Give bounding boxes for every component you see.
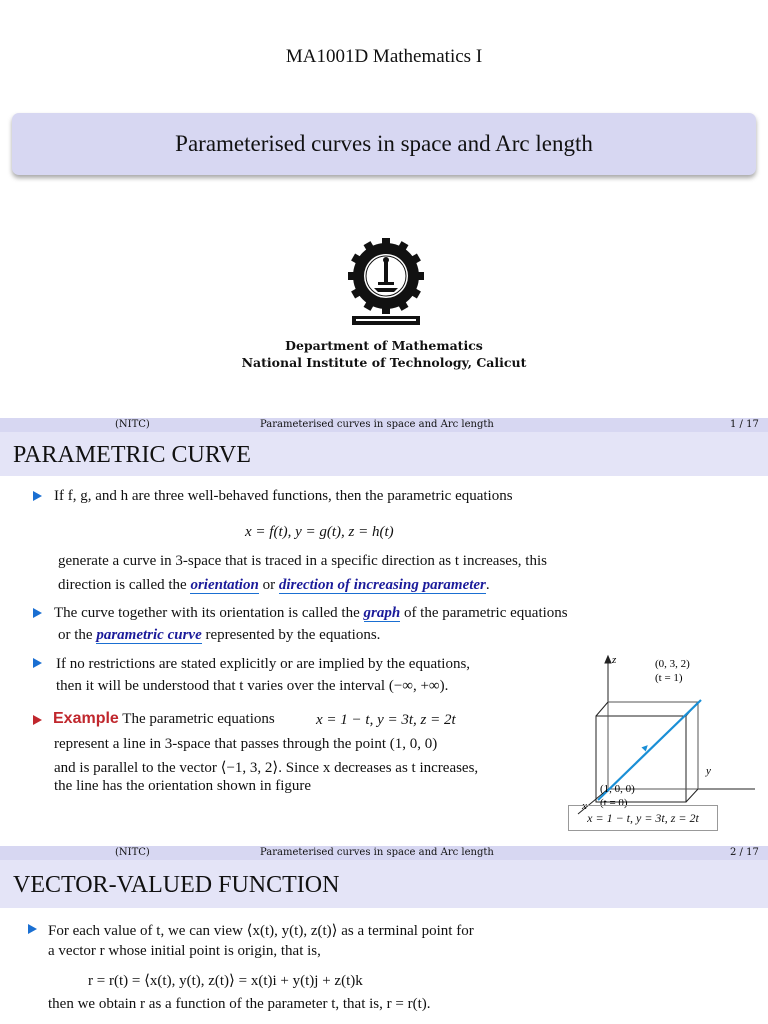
course-title: MA1001D Mathematics I — [285, 46, 483, 67]
b2-line2-pre: or the — [58, 627, 97, 643]
frame-title: PARAMETRIC CURVE — [13, 442, 251, 468]
b3-line2: then it will be understood that t varies over the interval (−∞, +∞). — [56, 678, 449, 694]
frame-title-bar — [0, 860, 768, 908]
header-page: 2 / 17 — [730, 847, 759, 858]
header-left: (NITC) — [115, 419, 150, 430]
vector-valued-function-slide — [0, 846, 768, 1024]
fig-z-label: z — [612, 654, 617, 666]
presentation-title-box — [12, 113, 756, 175]
keyword-parametric-curve: parametric curve — [96, 627, 202, 643]
keyword-orientation: orientation — [190, 577, 259, 593]
s3-equation: r = r(t) = ⟨x(t), y(t), z(t)⟩ = x(t)i + y(t)j + z(t)k — [88, 973, 363, 989]
b3-line1: If no restrictions are stated explicitly or are implied by the equations, — [56, 656, 471, 672]
keyword-direction: direction of increasing parameter — [278, 577, 486, 593]
example-line4: the line has the orientation shown in figure — [54, 778, 312, 794]
b2-line1-post: of the parametric equations — [400, 605, 568, 621]
b2-line2-post: represented by the equations. — [201, 627, 381, 643]
example-label: Example — [53, 710, 119, 727]
frame-title-bar — [0, 432, 768, 476]
b2-line2 — [58, 627, 380, 644]
nitc-logo-icon — [346, 238, 426, 328]
bullet-icon — [28, 924, 37, 934]
header-center: Parameterised curves in space and Arc length — [260, 847, 494, 858]
s3-b1-line1: For each value of t, we can view ⟨x(t), y(t), z(t)⟩ as a terminal point for — [48, 923, 474, 939]
b2-line1-pre: The curve together with its orientation is called the — [54, 605, 364, 621]
example-line2: represent a line in 3-space that passes through the point (1, 0, 0) — [54, 736, 438, 752]
title-slide — [0, 0, 768, 418]
b1-line3-pre: direction is called the — [58, 577, 191, 593]
z-arrow-icon — [605, 656, 611, 663]
b1-line2: generate a curve in 3-space that is traced in a specific direction as t increases, this — [58, 553, 547, 569]
header-bar — [0, 846, 768, 860]
header-center: Parameterised curves in space and Arc length — [260, 419, 494, 430]
presentation-title: Parameterised curves in space and Arc length — [175, 131, 593, 156]
fig-y-label: y — [706, 765, 711, 777]
header-left: (NITC) — [115, 847, 150, 858]
bullet-icon — [33, 658, 42, 668]
example-line3: and is parallel to the vector ⟨−1, 3, 2⟩. Since x decreases as t increases, — [54, 760, 479, 776]
keyword-graph: graph — [363, 605, 401, 621]
fig-x-label: x — [582, 800, 587, 812]
b1-period: . — [485, 577, 490, 593]
bullet-icon — [33, 491, 42, 501]
department-block — [0, 337, 768, 371]
fig-bottom-point: (1, 0, 0) — [600, 783, 635, 795]
s3-b1-line3: then we obtain r as a function of the parameter t, that is, r = r(t). — [48, 996, 431, 1012]
b1-equation: x = f(t), y = g(t), z = h(t) — [245, 524, 394, 540]
example-bullet-icon — [33, 715, 42, 725]
b1-line3 — [58, 577, 490, 594]
fig-bottom-t: (t = 0) — [600, 797, 628, 809]
fig-top-t: (t = 1) — [655, 672, 683, 684]
example-line1-pre: The parametric equations — [122, 711, 275, 727]
header-page: 1 / 17 — [730, 419, 759, 430]
fig-top-point: (0, 3, 2) — [655, 658, 690, 670]
parametric-curve-slide — [0, 418, 768, 846]
s3-b1-line2: a vector r whose initial point is origin, that is, — [48, 943, 321, 959]
b1-line1: If f, g, and h are three well-behaved functions, then the parametric equations — [54, 488, 513, 504]
line-3d-figure — [560, 654, 760, 812]
b2-line1 — [54, 605, 568, 622]
example-equation: x = 1 − t, y = 3t, z = 2t — [316, 712, 456, 728]
bullet-icon — [33, 608, 42, 618]
figure-caption: x = 1 − t, y = 3t, z = 2t — [568, 805, 718, 831]
institute-name: National Institute of Technology, Calicut — [241, 355, 527, 370]
b1-or: or — [258, 577, 279, 593]
header-bar — [0, 418, 768, 432]
example-line1 — [53, 710, 275, 728]
frame-title: VECTOR-VALUED FUNCTION — [13, 872, 340, 898]
department-name: Department of Mathematics — [285, 338, 483, 353]
